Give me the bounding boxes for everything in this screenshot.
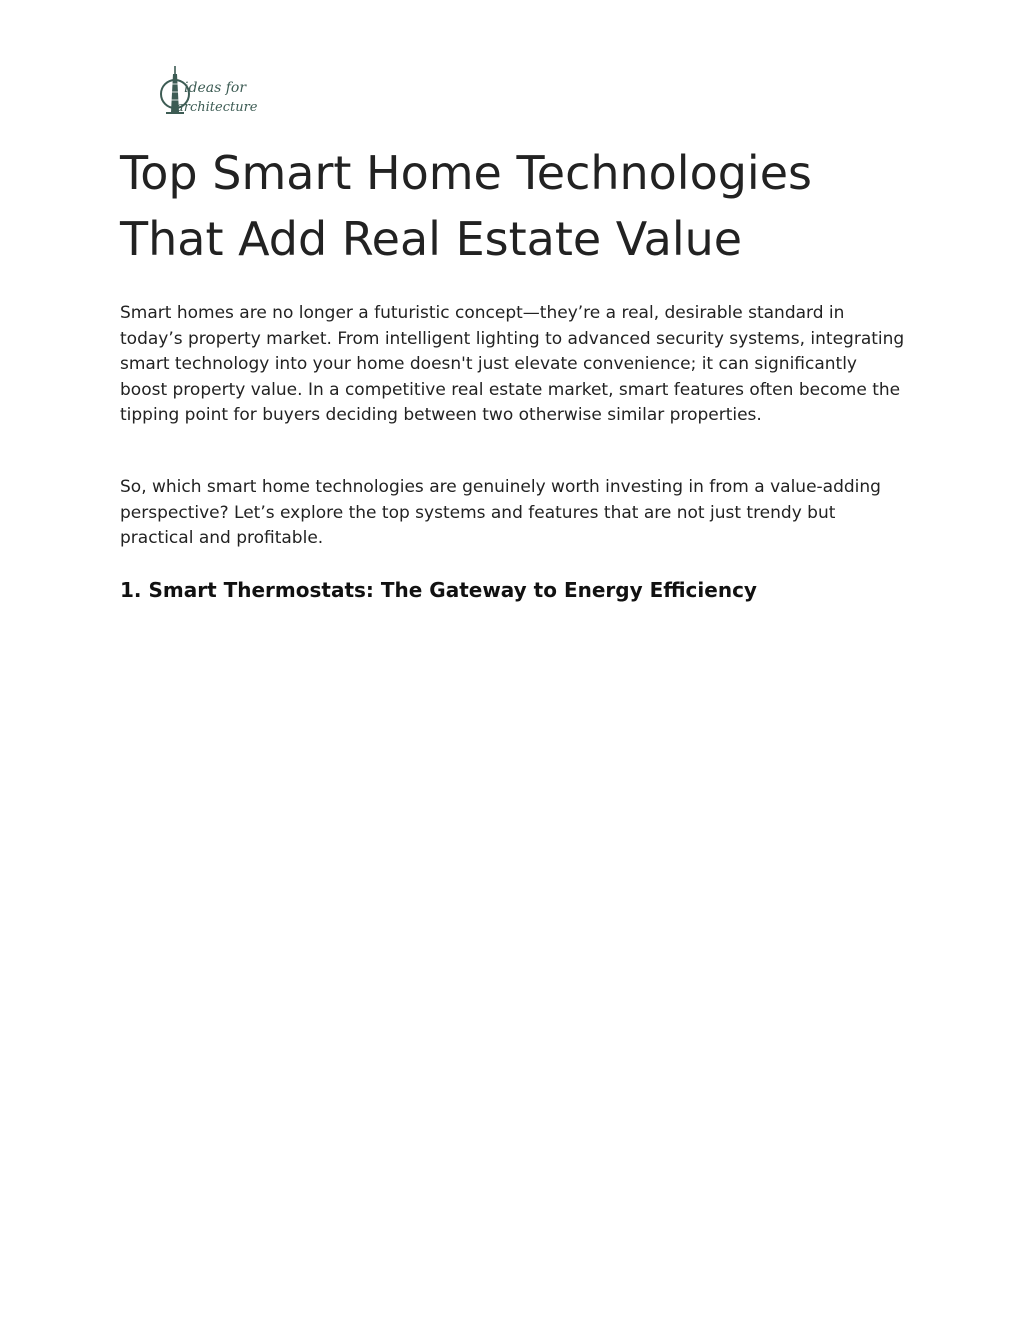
section-heading: 1. Smart Thermostats: The Gateway to Energy Efficiency	[120, 578, 757, 602]
logo-text-line2: architecture	[176, 100, 258, 115]
article-title: Top Smart Home Technologies That Add Real Estate Value	[120, 146, 812, 266]
intro-paragraph: Smart homes are no longer a futuristic concept—they’re a real, desirable standard in today’s property market. From intelligent lighting to advanced security systems, integrating smart technology into your home doesn't just elevate convenience; it can significantly boost property value. In a competitive real estate market, smart features often become the tipping point for buyers deciding between two otherwise similar properties.	[120, 303, 905, 426]
question-paragraph: So, which smart home technologies are genuinely worth investing in from a value-adding perspective? Let’s explore the top systems and features that are not just trendy but practical and profitable.	[120, 477, 881, 549]
logo-text-line1: ideas for	[184, 80, 247, 96]
brand-logo	[158, 64, 268, 122]
